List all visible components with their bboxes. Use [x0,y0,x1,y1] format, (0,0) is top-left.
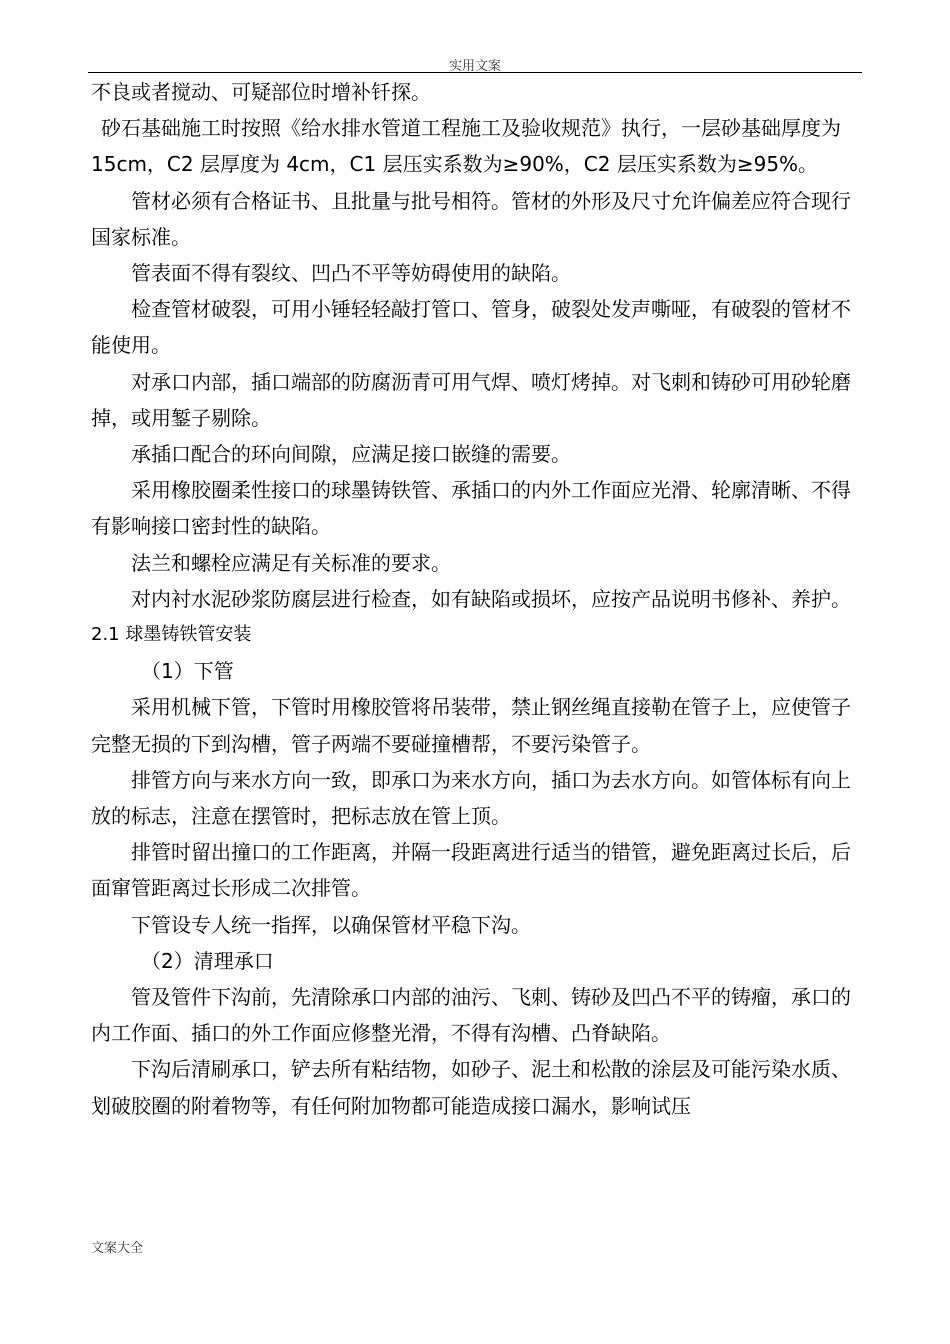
paragraph: 排管时留出撞口的工作距离，并隔一段距离进行适当的错管，避免距离过长后，后面窜管距离过长形成二次排管。 [91,840,851,901]
paragraph: 承插口配合的环向间隙，应满足接口嵌缝的需要。 [131,442,571,467]
paragraph: 排管方向与来水方向一致，即承口为来水方向，插口为去水方向。如管体标有向上放的标志，注意在摆管时，把标志放在管上顶。 [91,767,851,829]
page-footer: 文案大全 [91,1241,144,1256]
paragraph: 下沟后清刷承口，铲去所有粘结物，如砂子、泥土和松散的涂层及可能污染水质、划破胶圈的附着物等，有任何附加物都可能造成接口漏水，影响试压 [91,1057,851,1118]
document-body [91,74,861,1124]
paragraph: 采用机械下管，下管时用橡胶管将吊装带，禁止钢丝绳直接勒在管子上，应使管子完整无损的下到沟槽，管子两端不要碰撞槽帮，不要污染管子。 [91,695,851,756]
section-heading: 2.1 球墨铸铁管安装 [91,624,252,646]
paragraph: 砂石基础施工时按照《给水排水管道工程施工及验收规范》执行，一层砂基础厚度为 15cm，C2 层厚度为 4cm，C1 层压实系数为≥90%，C2 层压实系数为≥95%。 [91,116,848,177]
paragraph: 不良或者搅动、可疑部位时增补钎探。 [91,80,431,104]
paragraph: 法兰和螺栓应满足有关标准的要求。 [131,550,451,575]
paragraph: 检查管材破裂，可用小锤轻轻敲打管口、管身，破裂处发声嘶哑，有破裂的管材不能使用。 [91,297,851,358]
paragraph: 管材必须有合格证书、且批量与批号相符。管材的外形及尺寸允许偏差应符合现行国家标准。 [91,188,851,249]
sub-heading: （1）下管 [141,659,234,684]
sub-heading: （2）清理承口 [141,948,274,973]
paragraph: 采用橡胶圈柔性接口的球墨铸铁管、承插口的内外工作面应光滑、轮廓清晰、不得有影响接口密封性的缺陷。 [91,478,851,539]
header-title: 实用文案 [448,59,501,74]
paragraph: 对内衬水泥砂浆防腐层进行检查，如有缺陷或损坏，应按产品说明书修补、养护。 [131,586,851,611]
paragraph: 管及管件下沟前，先清除承口内部的油污、飞刺、铸砂及凹凸不平的铸瘤，承口的内工作面、插口的外工作面应修整光滑，不得有沟槽、凸脊缺陷。 [91,985,851,1046]
paragraph: 对承口内部，插口端部的防腐沥青可用气焊、喷灯烤掉。对飞刺和铸砂可用砂轮磨掉，或用錾子剔除。 [91,369,851,430]
paragraph: 管表面不得有裂纹、凹凸不平等妨碍使用的缺陷。 [131,261,571,286]
header-divider [88,72,862,73]
paragraph: 下管设专人统一指挥，以确保管材平稳下沟。 [131,912,531,937]
